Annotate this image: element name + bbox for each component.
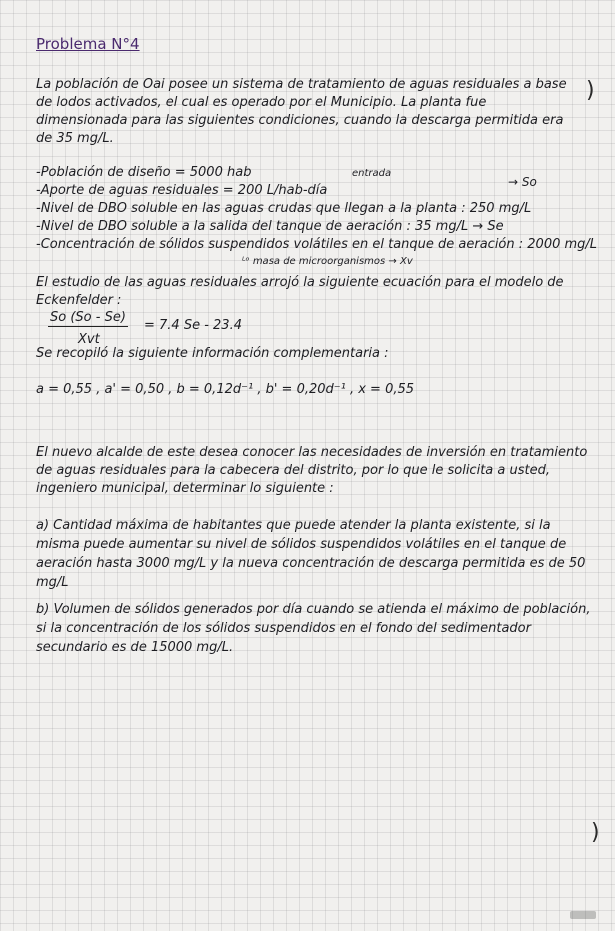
study-paragraph: El estudio de las aguas residuales arrojó la siguiente ecuación para el modelo de Eckenfelder : [36,275,564,308]
condition-ssv: -Concentración de sólidos suspendidos volátiles en el tanque de aeración : 2000 mg/L [36,237,598,252]
equation-numerator: So (So - Se) [50,310,126,325]
margin-mark-bottom: ) [591,820,600,845]
context-paragraph: El nuevo alcalde de este desea conocer las necesidades de inversión en tratamiento de aguas residuales para la cabecera del distrito, por lo que le solicita a usted, ingeniero municipal, determinar lo siguiente : [36,445,588,496]
equation-rhs: = 7.4 Se - 23.4 [144,318,242,333]
note-entrada: entrada [352,168,392,179]
margin-mark-top: ) [586,78,595,103]
intro-paragraph: La población de Oai posee un sistema de tratamiento de aguas residuales a base de lodos activados, el cual es operado por el Municipio. La planta fue dimensionada para las siguientes condiciones, cuando la descarga permitida era de 35 mg/L. [36,77,567,146]
constants-line: a = 0,55 , a' = 0,50 , b = 0,12d⁻¹ , b' = 0,20d⁻¹ , x = 0,55 [36,382,415,397]
question-a: a) Cantidad máxima de habitantes que puede atender la planta existente, si la misma puede aumentar su nivel de sólidos suspendidos volátiles en el tanque de aeración hasta 3000 mg/L y la nueva concentración de descarga permitida es de 50 mg/L [36,518,586,590]
condition-dbo-out: -Nivel de DBO soluble a la salida del tanque de aeración : 35 mg/L → Se [36,219,504,234]
scanner-watermark [570,911,596,919]
condition-flow: -Aporte de aguas residuales = 200 L/hab-día [36,183,328,198]
question-b: b) Volumen de sólidos generados por día cuando se atienda el máximo de población, si la concentración de los sólidos suspendidos en el fondo del sedimentador secundario es de 15000 mg/L. [36,602,591,655]
note-masa: ᴸᵒ masa de microorganismos → Xv [242,256,413,267]
conditions-list [36,164,597,254]
compl-heading: Se recopiló la siguiente información complementaria : [36,346,389,361]
equation-denominator: Xvt [78,332,100,347]
note-so: → So [508,175,537,189]
condition-dbo-in: -Nivel de DBO soluble en las aguas crudas que llegan a la planta : 250 mg/L [36,201,532,216]
condition-population: -Población de diseño = 5000 hab [36,165,252,180]
eckenfelder-equation [48,310,242,347]
problem-title: Problema N°4 [36,35,140,53]
